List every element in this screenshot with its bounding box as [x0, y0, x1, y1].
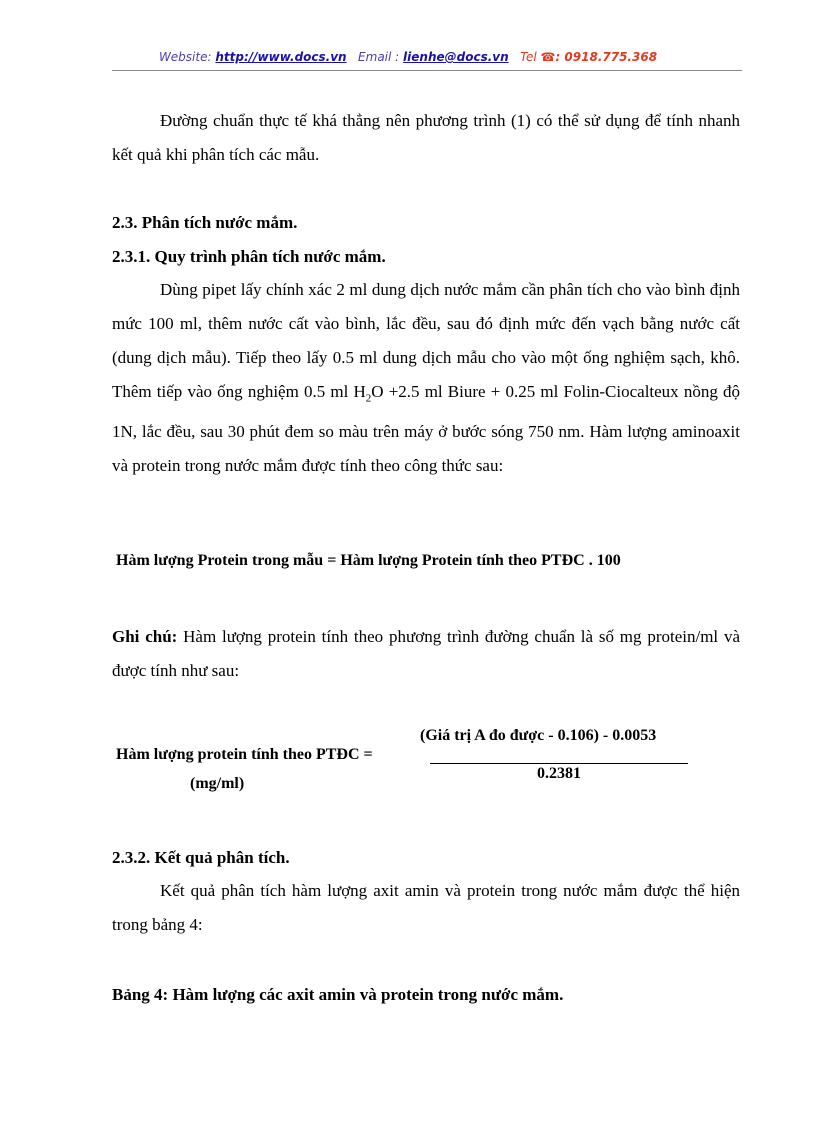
formula-unit: (mg/ml): [190, 775, 245, 792]
formula-lhs: Hàm lượng protein tính theo PTĐC =: [116, 746, 373, 763]
formula-numerator: (Giá trị A đo được - 0.106) - 0.0053: [420, 727, 657, 744]
email-label: Email :: [358, 50, 400, 64]
website-link[interactable]: http://www.docs.vn: [215, 50, 347, 64]
procedure-subscript: 2: [365, 392, 372, 405]
note-text: Hàm lượng protein tính theo phương trình đường chuẩn là số mg protein/ml và được tính như sau:: [112, 627, 740, 680]
header-divider: [112, 70, 742, 71]
section-heading-2-3: 2.3. Phân tích nước mắm.: [112, 213, 298, 232]
page-header: [0, 50, 816, 64]
email-link[interactable]: lienhe@docs.vn: [403, 50, 509, 64]
table-caption: Bảng 4: Hàm lượng các axit amin và protein trong nước mắm.: [112, 985, 564, 1004]
intro-paragraph: Đường chuẩn thực tế khá thẳng nên phương trình (1) có thể sử dụng để tính nhanh kết quả khi phân tích các mẫu.: [112, 111, 740, 164]
tel-value: : 0918.775.368: [555, 50, 658, 64]
section-heading-2-3-2: 2.3.2. Kết quả phân tích.: [112, 848, 290, 867]
procedure-text-1: Dùng pipet lấy chính xác 2 ml dung dịch nước mắm cần phân tích cho vào bình định mức 100 ml, thêm nước cất vào bình, lắc đều, sau đó định mức đến vạch bằng nước cất (dung dịch mẫu). Tiếp theo lấy 0.5 ml dung dịch mẫu cho vào một ống nghiệm sạch, khô. Thêm tiếp vào ống nghiệm 0.5 ml H: [112, 280, 740, 401]
section-heading-2-3-1: 2.3.1. Quy trình phân tích nước mắm.: [112, 247, 386, 266]
tel-label: Tel: [520, 50, 537, 64]
results-paragraph: Kết quả phân tích hàm lượng axit amin và protein trong nước mắm được thể hiện trong bảng 4:: [112, 881, 740, 934]
fraction-line: [430, 763, 688, 764]
note-paragraph: [112, 620, 740, 688]
phone-icon: ☎: [540, 50, 556, 64]
website-label: Website:: [158, 50, 212, 64]
note-label: Ghi chú:: [112, 627, 178, 646]
procedure-text-2: O +2.5 ml Biure + 0.25 ml Folin-Ciocalteux nồng độ 1N, lắc đều, sau 30 phút đem so màu trên máy ở bước sóng 750 nm. Hàm lượng aminoaxit và protein trong nước mắm được tính theo công thức sau:: [112, 382, 740, 476]
formula-denominator: 0.2381: [537, 765, 581, 782]
procedure-paragraph: [112, 273, 740, 483]
formula-protein-content: Hàm lượng Protein trong mẫu = Hàm lượng Protein tính theo PTĐC . 100: [116, 552, 621, 569]
